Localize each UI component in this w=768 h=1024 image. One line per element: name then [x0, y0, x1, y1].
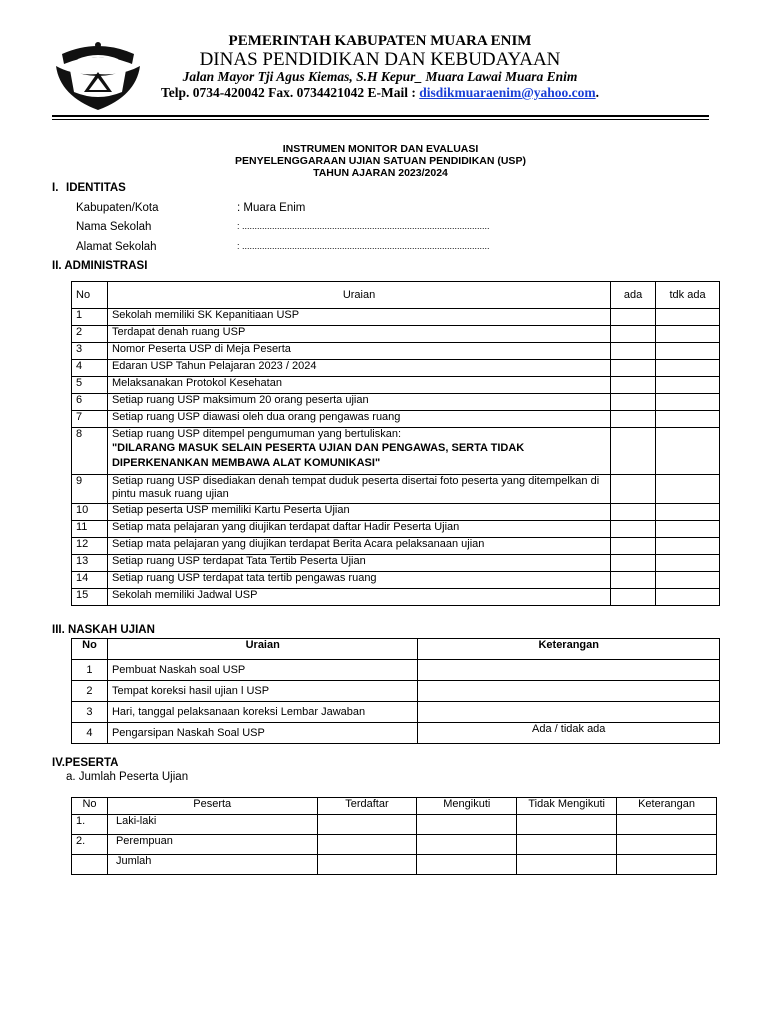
table-row: [72, 835, 717, 855]
checkbox-tdk-ada-cell[interactable]: [656, 411, 720, 428]
peserta-header-row: [72, 798, 717, 815]
table-row: [72, 521, 720, 538]
row-text: Terdapat denah ruang USP: [107, 326, 610, 343]
checkbox-tdk-ada-cell[interactable]: [656, 360, 720, 377]
header-address: Jalan Mayor Tji Agus Kiemas, S.H Kepur_ Muara Lawai Muara Enim: [182, 69, 578, 84]
checkbox-tdk-ada-cell[interactable]: [656, 521, 720, 538]
col-header-no: No: [72, 798, 108, 815]
tidak-mengikuti-cell[interactable]: [517, 815, 617, 835]
section-peserta-heading: IV.PESERTA: [52, 757, 119, 769]
table-row: [72, 377, 720, 394]
identitas-label-kabupaten: Kabupaten/Kota: [76, 202, 159, 214]
checkbox-tdk-ada-cell[interactable]: [656, 309, 720, 326]
row-text: Setiap ruang USP disediakan denah tempat duduk peserta disertai foto peserta yang ditempelkan di pintu masuk ruang ujian: [107, 475, 610, 504]
doc-title-line1: INSTRUMEN MONITOR DAN EVALUASI: [282, 143, 479, 155]
col-header-mengikuti: Mengikuti: [417, 798, 517, 815]
checkbox-ada-cell[interactable]: [611, 504, 656, 521]
table-row: [72, 475, 720, 504]
row-text: Melaksanakan Protokol Kesehatan: [107, 377, 610, 394]
row-peserta-name: Laki-laki: [107, 815, 317, 835]
letterhead-divider-thin: [52, 119, 709, 120]
row-number: 4: [72, 360, 108, 377]
table-row: [72, 702, 720, 723]
row-number: [72, 855, 108, 875]
table-row: [72, 815, 717, 835]
mengikuti-cell[interactable]: [417, 815, 517, 835]
email-link[interactable]: disdikmuaraenim@yahoo.com: [419, 85, 596, 100]
col-header-keterangan: Keterangan: [617, 798, 717, 815]
doc-title-line3: TAHUN AJARAN 2023/2024: [313, 167, 448, 179]
table-row: [72, 360, 720, 377]
naskah-header-row: [72, 639, 720, 660]
table-row: [72, 326, 720, 343]
row-text: Hari, tanggal pelaksanaan koreksi Lembar Jawaban: [107, 702, 418, 723]
header-contact-end: .: [595, 85, 600, 100]
keterangan-cell[interactable]: [418, 660, 720, 681]
table-row: [72, 855, 717, 875]
row-text: Setiap mata pelajaran yang diujikan terdapat Berita Acara pelaksanaan ujian: [107, 538, 610, 555]
row-text: Setiap ruang USP terdapat tata tertib pengawas ruang: [107, 572, 610, 589]
checkbox-ada-cell[interactable]: [611, 521, 656, 538]
checkbox-ada-cell[interactable]: [611, 377, 656, 394]
row-number: 6: [72, 394, 108, 411]
checkbox-ada-cell[interactable]: [611, 411, 656, 428]
table-row: [72, 504, 720, 521]
checkbox-ada-cell[interactable]: [611, 360, 656, 377]
terdaftar-cell[interactable]: [317, 835, 417, 855]
section-administrasi-heading: II. ADMINISTRASI: [52, 260, 148, 272]
identitas-value-kabupaten: : Muara Enim: [237, 202, 306, 214]
peserta-table: [71, 797, 717, 875]
checkbox-ada-cell[interactable]: [611, 326, 656, 343]
row-text: Sekolah memiliki SK Kepanitiaan USP: [107, 309, 610, 326]
col-header-keterangan: Keterangan: [418, 639, 720, 660]
naskah-table: [71, 638, 720, 744]
table-row: [72, 572, 720, 589]
row-notice-bold: "DILARANG MASUK SELAIN PESERTA UJIAN DAN PENGAWAS, SERTA TIDAK DIPERKENANKAN MEMBAWA ALAT KOMUNIKASI": [111, 442, 525, 469]
row-number: 9: [72, 475, 108, 504]
doc-title-line2: PENYELENGGARAAN UJIAN SATUAN PENDIDIKAN (USP): [235, 155, 526, 167]
checkbox-tdk-ada-cell[interactable]: [656, 538, 720, 555]
row-number: 8: [72, 428, 108, 475]
keterangan-cell[interactable]: [418, 702, 720, 723]
table-row: [72, 428, 720, 475]
checkbox-tdk-ada-cell[interactable]: [656, 326, 720, 343]
checkbox-ada-cell[interactable]: [611, 309, 656, 326]
row-number: 2.: [72, 835, 108, 855]
section-naskah-heading: III. NASKAH UJIAN: [52, 624, 155, 636]
col-header-uraian: Uraian: [107, 639, 418, 660]
administrasi-header-row: [72, 282, 720, 309]
terdaftar-cell[interactable]: [317, 855, 417, 875]
table-row: [72, 343, 720, 360]
table-row: [72, 394, 720, 411]
identitas-value-nama-sekolah[interactable]: : ...................................................................................................: [237, 221, 490, 231]
row-text-with-notice: [107, 428, 610, 475]
checkbox-tdk-ada-cell[interactable]: [656, 504, 720, 521]
checkbox-ada-cell[interactable]: [611, 343, 656, 360]
row-number: 7: [72, 411, 108, 428]
table-row: [72, 660, 720, 681]
identitas-label-alamat: Alamat Sekolah: [76, 241, 157, 253]
table-row: [72, 589, 720, 606]
row-text: Setiap ruang USP ditempel pengumuman yang bertuliskan:: [111, 428, 401, 440]
row-number: 1: [72, 309, 108, 326]
identitas-label-nama-sekolah: Nama Sekolah: [76, 221, 152, 233]
row-text: Setiap ruang USP maksimum 20 orang peserta ujian: [107, 394, 610, 411]
header-phone-fax: Telp. 0734-420042 Fax. 0734421042 E-Mail :: [160, 85, 420, 100]
row-number: 1: [72, 660, 108, 681]
checkbox-ada-cell[interactable]: [611, 475, 656, 504]
row-number: 11: [72, 521, 108, 538]
checkbox-ada-cell[interactable]: [611, 394, 656, 411]
checkbox-tdk-ada-cell[interactable]: [656, 572, 720, 589]
keterangan-cell[interactable]: [617, 855, 717, 875]
terdaftar-cell[interactable]: [317, 815, 417, 835]
row-text: Setiap mata pelajaran yang diujikan terdapat daftar Hadir Peserta Ujian: [107, 521, 610, 538]
row-number: 10: [72, 504, 108, 521]
checkbox-tdk-ada-cell[interactable]: [656, 428, 720, 475]
row-text: Nomor Peserta USP di Meja Peserta: [107, 343, 610, 360]
row-text: Setiap ruang USP diawasi oleh dua orang pengawas ruang: [107, 411, 610, 428]
checkbox-tdk-ada-cell[interactable]: [656, 555, 720, 572]
mengikuti-cell[interactable]: [417, 835, 517, 855]
table-row: [72, 309, 720, 326]
row-number: 13: [72, 555, 108, 572]
row-number: 4: [72, 723, 108, 744]
header-government-name: PEMERINTAH KABUPATEN MUARA ENIM: [228, 33, 532, 49]
checkbox-tdk-ada-cell[interactable]: [656, 475, 720, 504]
peserta-subheading: a. Jumlah Peserta Ujian: [66, 771, 189, 783]
tidak-mengikuti-cell[interactable]: [517, 835, 617, 855]
row-text: Setiap ruang USP terdapat Tata Tertib Peserta Ujian: [107, 555, 610, 572]
row-number: 15: [72, 589, 108, 606]
row-peserta-name: Perempuan: [107, 835, 317, 855]
letterhead-divider: [52, 115, 709, 117]
checkbox-ada-cell[interactable]: [611, 572, 656, 589]
keterangan-cell[interactable]: [418, 681, 720, 702]
col-header-uraian: Uraian: [107, 282, 610, 309]
checkbox-ada-cell[interactable]: [611, 538, 656, 555]
col-header-no: No: [72, 282, 108, 309]
header-department-name: DINAS PENDIDIKAN DAN KEBUDAYAAN: [199, 49, 561, 70]
col-header-tdk-ada: tdk ada: [656, 282, 720, 309]
table-row: [72, 723, 720, 744]
checkbox-tdk-ada-cell[interactable]: [656, 394, 720, 411]
checkbox-ada-cell[interactable]: [611, 555, 656, 572]
row-text: Pembuat Naskah soal USP: [107, 660, 418, 681]
row-number: 2: [72, 326, 108, 343]
keterangan-cell[interactable]: Ada / tidak ada: [418, 723, 720, 744]
government-emblem-logo: [52, 36, 144, 112]
row-number: 12: [72, 538, 108, 555]
row-peserta-name: Jumlah: [107, 855, 317, 875]
row-text: Edaran USP Tahun Pelajaran 2023 / 2024: [107, 360, 610, 377]
checkbox-tdk-ada-cell[interactable]: [656, 589, 720, 606]
checkbox-tdk-ada-cell[interactable]: [656, 377, 720, 394]
identitas-value-alamat[interactable]: : ...................................................................................................: [237, 241, 490, 251]
col-header-ada: ada: [611, 282, 656, 309]
row-text: Tempat koreksi hasil ujian l USP: [107, 681, 418, 702]
col-header-terdaftar: Terdaftar: [317, 798, 417, 815]
row-text: Sekolah memiliki Jadwal USP: [107, 589, 610, 606]
keterangan-cell[interactable]: [617, 835, 717, 855]
administrasi-table: [71, 281, 720, 606]
row-number: 1.: [72, 815, 108, 835]
tidak-mengikuti-cell[interactable]: [517, 855, 617, 875]
checkbox-ada-cell[interactable]: [611, 589, 656, 606]
col-header-no: No: [72, 639, 108, 660]
checkbox-ada-cell[interactable]: [611, 428, 656, 475]
table-row: [72, 681, 720, 702]
section-identitas-heading: IDENTITAS: [66, 182, 126, 194]
row-number: 14: [72, 572, 108, 589]
section-identitas-number: I.: [52, 182, 59, 194]
row-text: Setiap peserta USP memiliki Kartu Peserta Ujian: [107, 504, 610, 521]
row-number: 3: [72, 343, 108, 360]
row-text: Pengarsipan Naskah Soal USP: [107, 723, 418, 744]
col-header-tidak-mengikuti: Tidak Mengikuti: [517, 798, 617, 815]
mengikuti-cell[interactable]: [417, 855, 517, 875]
col-header-peserta: Peserta: [107, 798, 317, 815]
row-number: 5: [72, 377, 108, 394]
table-row: [72, 538, 720, 555]
row-number: 2: [72, 681, 108, 702]
row-number: 3: [72, 702, 108, 723]
checkbox-tdk-ada-cell[interactable]: [656, 343, 720, 360]
table-row: [72, 555, 720, 572]
keterangan-cell[interactable]: [617, 815, 717, 835]
table-row: [72, 411, 720, 428]
header-contact: [150, 85, 610, 101]
